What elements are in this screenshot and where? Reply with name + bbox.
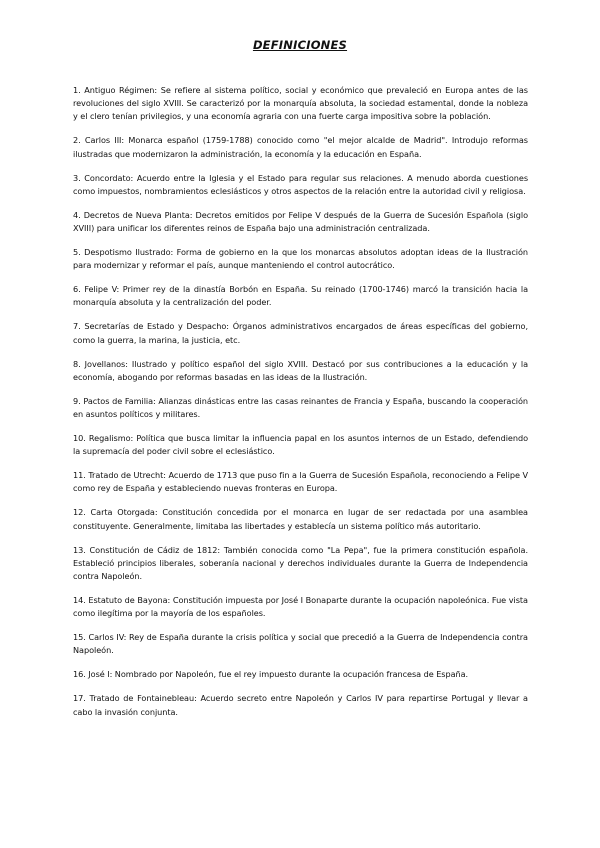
definition-carlos-iv: 15. Carlos IV: Rey de España durante la crisis política y social que precedió a la Guerra de Independencia contra Napoleón. [73,632,528,656]
definition-tratado-utrecht: 11. Tratado de Utrecht: Acuerdo de 1713 que puso fin a la Guerra de Sucesión Española, reconociendo a Felipe V como rey de España y estableciendo nuevas fronteras en Europa. [73,470,528,494]
definition-decretos-nueva-planta: 4. Decretos de Nueva Planta: Decretos emitidos por Felipe V después de la Guerra de Sucesión Española (siglo XVIII) para unificar los diferentes reinos de España bajo una administración centralizada. [73,209,528,234]
definition-jose-i: 16. José I: Nombrado por Napoleón, fue el rey impuesto durante la ocupación francesa de España. [73,669,469,680]
definitions-list [73,84,528,730]
definition-pactos-familia: 9. Pactos de Familia: Alianzas dinásticas entre las casas reinantes de Francia y España, buscando la cooperación en asuntos políticos y militares. [73,395,528,420]
definition-estatuto-bayona: 14. Estatuto de Bayona: Constitución impuesta por José I Bonaparte durante la ocupación napoleónica. Fue vista como ilegítima por la mayoría de los españoles. [73,595,528,619]
definition-jovellanos: 8. Jovellanos: Ilustrado y político español del siglo XVIII. Destacó por sus contribuciones a la educación y la economía, abogando por reformas basadas en las ideas de la Ilustración. [73,358,528,382]
definition-carlos-iii: 2. Carlos III: Monarca español (1759-1788) conocido como "el mejor alcalde de Madrid". Introdujo reformas ilustradas que modernizaron la administración, la economía y la educación en España. [73,135,528,159]
definition-concordato: 3. Concordato: Acuerdo entre la Iglesia y el Estado para regular sus relaciones. A menudo aborda cuestiones como impuestos, nombramientos eclesiásticos y otros aspectos de la relación entre la autoridad civil y religiosa. [73,172,528,196]
definition-carta-otorgada: 12. Carta Otorgada: Constitución concedida por el monarca en lugar de ser redactada por una asamblea constituyente. Generalmente, limitaba las libertades y establecía un sistema político más autoritario. [73,507,528,531]
definition-regalismo: 10. Regalismo: Política que busca limitar la influencia papal en los asuntos internos de un Estado, defendiendo la supremacía del poder civil sobre el eclesiástico. [73,433,528,457]
document-title: DEFINICIONES [252,38,348,52]
definition-secretarias-estado: 7. Secretarías de Estado y Despacho: Órganos administrativos encargados de áreas específicas del gobierno, como la guerra, la marina, la justicia, etc. [73,321,528,345]
definition-constitucion-cadiz: 13. Constitución de Cádiz de 1812: También conocida como "La Pepa", fue la primera constitución española. Estableció principios liberales, soberanía nacional y derechos individuales durante la Guerra de Independencia contra Napoleón. [73,544,528,582]
definition-tratado-fontainebleau: 17. Tratado de Fontainebleau: Acuerdo secreto entre Napoleón y Carlos IV para repartirse Portugal y llevar a cabo la invasión conjunta. [73,693,528,717]
definition-felipe-v: 6. Felipe V: Primer rey de la dinastía Borbón en España. Su reinado (1700-1746) marcó la transición hacia la monarquía absoluta y la centralización del poder. [73,284,528,308]
definition-despotismo-ilustrado: 5. Despotismo Ilustrado: Forma de gobierno en la que los monarcas absolutos adoptan ideas de la Ilustración para modernizar y reformar el país, aunque manteniendo el control autocrático. [73,247,528,271]
definition-antiguo-regimen: 1. Antiguo Régimen: Se refiere al sistema político, social y económico que prevaleció en Europa antes de las revoluciones del siglo XVIII. Se caracterizó por la monarquía absoluta, la sociedad estamental, donde la nobleza y el clero tenían privilegios, y una economía agraria con una fuerte carga impositiva sobre la población. [73,85,528,122]
